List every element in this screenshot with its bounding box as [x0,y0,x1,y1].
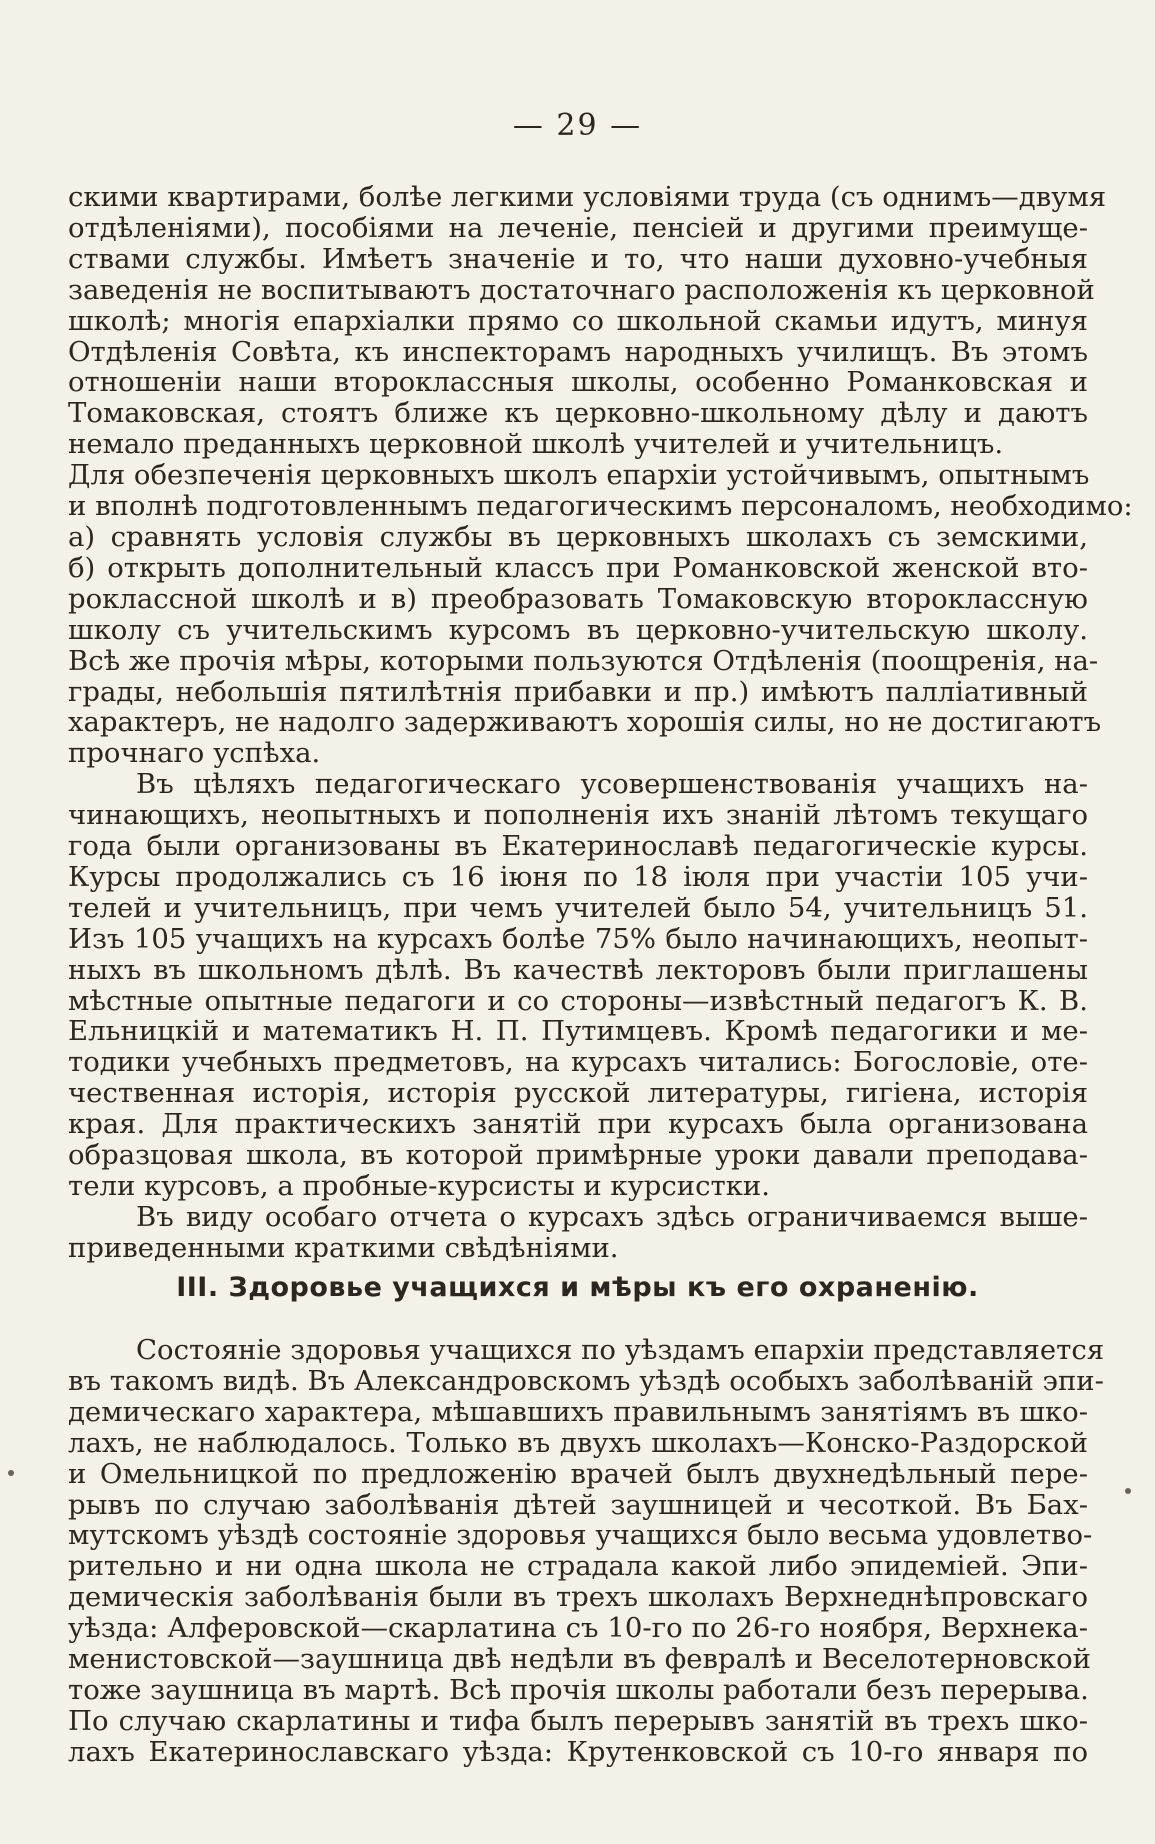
text-line: школу съ учительскимъ курсомъ въ церковно-учительскую школу. [68,613,1088,646]
body-text-bottom [68,1334,1105,1768]
text-line: немало преданныхъ церковной школѣ учителей и учительницъ. [68,428,1004,461]
text-line: Курсы продолжались съ 16 іюня по 18 іюля при участіи 105 учи- [68,860,1088,893]
text-line: грады, небольшія пятилѣтнія прибавки и пр.) имѣютъ паллiативный [68,675,1088,708]
text-line: Томаковская, стоятъ ближе къ церковно-школьному дѣлу и даютъ [68,397,1088,430]
text-line: школѣ; многія епархіалки прямо со школьной скамьи идутъ, минуя [68,304,1088,337]
text-line: Отдѣленія Совѣта, къ инспекторамъ народныхъ училищъ. Въ этомъ [68,335,1088,368]
ink-speck [8,1470,14,1476]
text-line: Въ виду особаго отчета о курсахъ здѣсь ограничиваемся выше- [136,1200,1088,1233]
text-line: Состояніе здоровья учащихся по уѣздамъ епархіи представляется [136,1334,1105,1366]
text-line: Ельницкій и математикъ Н. П. Путимцевъ. Кромѣ педагогики и ме- [68,1015,1088,1048]
text-line: тоже заушница въ мартѣ. Всѣ прочія школы работали безъ перерыва. [68,1673,1089,1706]
text-line: ныхъ въ школьномъ дѣлѣ. Въ качествѣ лекторовъ были приглашены [68,953,1088,986]
text-line: мутскомъ уѣздѣ состояніе здоровья учащихся было весьма удовлетво- [68,1519,1093,1552]
text-line: отношеніи наши второклассныя школы, особенно Романковская и [68,366,1088,399]
text-line: чинающихъ, неопытныхъ и пополненія ихъ знаній лѣтомъ текущаго [68,799,1088,832]
text-line: а) сравнять условія службы въ церковныхъ школахъ съ земскими, [68,520,1088,553]
text-line: чественная исторія, исторія русской литературы, гигіена, исторія [68,1077,1088,1110]
text-line: тодики учебныхъ предметовъ, на курсахъ читались: Богословіе, оте- [68,1046,1088,1079]
text-line: Изъ 105 учащихъ на курсахъ болѣе 75% было начинающихъ, неопыт- [68,922,1088,955]
text-line: По случаю скарлатины и тифа былъ перерывъ занятій въ трехъ шко- [68,1704,1088,1737]
text-line: роклассной школѣ и в) преобразовать Томаковскую второклассную [68,582,1088,615]
text-line: скими квартирами, болѣе легкими условіями труда (съ однимъ—двумя [68,181,1107,213]
page-number: — 29 — [512,108,643,143]
text-line: приведенными краткими свѣдѣніями. [68,1231,619,1264]
text-line: демическаго характера, мѣшавшихъ правильнымъ занятіямъ въ шко- [68,1395,1088,1428]
section-heading: III. Здоровье учащихся и мѣры къ его охраненію. [176,1272,979,1303]
text-line: демическія заболѣванія были въ трехъ школахъ Верхнеднѣпровскаго [68,1581,1088,1614]
text-line: менистовской—заушница двѣ недѣли въ февралѣ и Веселотерновской [68,1643,1091,1676]
text-line: лахъ Екатеринославскаго уѣзда: Крутенковской съ 10-го января по [68,1735,1088,1768]
body-text-top [68,181,1133,1264]
text-line: лахъ, не наблюдалось. Только въ двухъ школахъ—Конско-Раздорской [68,1426,1088,1459]
text-line: телей и учительницъ, при чемъ учителей было 54, учительницъ 51. [68,891,1088,924]
text-line: характеръ, не надолго задерживаютъ хорошія силы, но не достигаютъ [68,706,1102,739]
text-line: прочнаго успѣха. [68,737,321,770]
text-line: края. Для практическихъ занятій при курсахъ была организована [68,1108,1088,1141]
text-line: года были организованы въ Екатеринославѣ педагогическіе курсы. [68,830,1088,863]
text-line: рывъ по случаю заболѣванія дѣтей заушницей и чесоткой. Въ Бах- [68,1488,1088,1521]
text-line: тели курсовъ, а пробные-курсисты и курсистки. [68,1170,770,1202]
text-line: рительно и ни одна школа не страдала какой либо эпидеміей. Эпи- [68,1550,1088,1583]
text-line: ствами службы. Имѣетъ значеніе и то, что наши духовно-учебныя [68,242,1088,275]
text-line: заведенія не воспитываютъ достаточнаго расположенія къ церковной [68,273,1095,306]
text-line: Для обезпеченія церковныхъ школъ епархіи устойчивымъ, опытнымъ [68,459,1090,492]
text-line: отдѣленіями), пособіями на леченіе, пенсіей и другими преимуще- [68,211,1088,244]
text-line: и Омельницкой по предложенію врачей былъ двухнедѣльный пере- [68,1457,1088,1490]
text-line: мѣстные опытные педагоги и со стороны—извѣстный педагогъ К. В. [68,984,1088,1017]
text-line: въ такомъ видѣ. Въ Александровскомъ уѣздѣ особыхъ заболѣваній эпи- [68,1364,1104,1397]
text-line: уѣзда: Алферовской—скарлатина съ 10-го по 26-го ноября, Верхнека- [68,1612,1088,1645]
text-line: и вполнѣ подготовленнымъ педагогическимъ персоналомъ, необходимо: [68,490,1133,523]
text-line: образцовая школа, въ которой примѣрные уроки давали преподава- [68,1139,1088,1172]
text-line: Въ цѣляхъ педагогическаго усовершенствованія учащихъ на- [136,768,1088,801]
text-line: б) открыть дополнительный классъ при Романковской женской вто- [68,551,1088,584]
text-line: Всѣ же прочія мѣры, которыми пользуются Отдѣленія (поощренія, на- [68,644,1099,677]
ink-speck [1125,1488,1131,1494]
